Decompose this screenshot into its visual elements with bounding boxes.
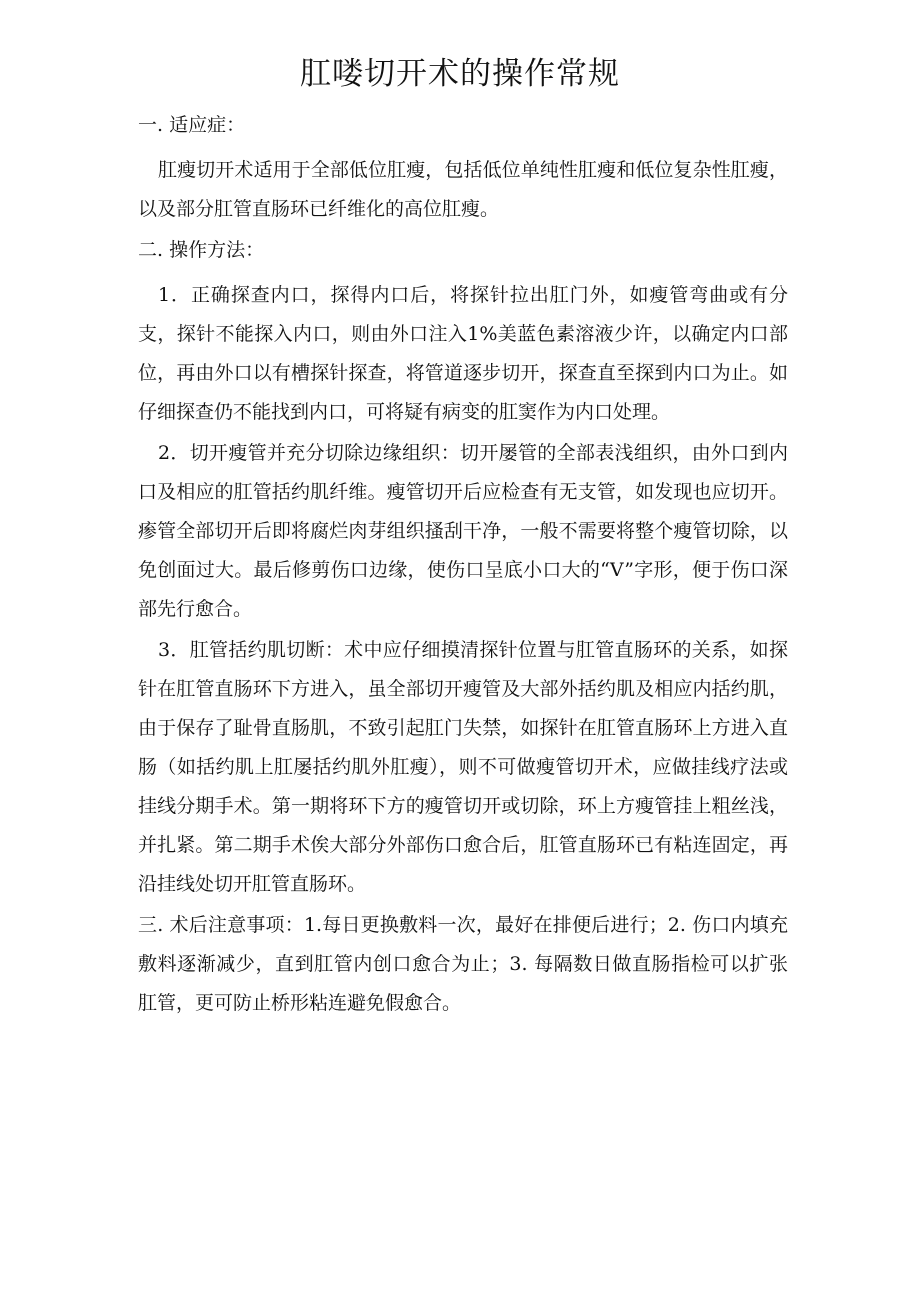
section-1-paragraph: 肛瘦切开术适用于全部低位肛瘦，包括低位单纯性肛瘦和低位复杂性肛瘦，以及部分肛管直肠环已纤维化的高位肛瘦。 bbox=[138, 159, 788, 220]
section-2-item-3: 3．肛管括约肌切断：术中应仔细摸清探针位置与肛管直肠环的关系，如探针在肛管直肠环下方进入，虽全部切开瘦管及大部外括约肌及相应内括约肌，由于保存了耻骨直肠肌，不致引起肛门失禁，如探针在肛管直肠环上方进入直肠（如括约肌上肛屡括约肌外肛瘦），则不可做瘦管切开术，应做挂线疗法或挂线分期手术。第一期将环下方的瘦管切开或切除，环上方瘦管挂上粗丝浅，并扎紧。第二期手术俟大部分外部伤口愈合后，肛管直肠环已有粘连固定，再沿挂线处切开肛管直肠环。 bbox=[138, 639, 788, 895]
section-2-item-2: 2．切开瘦管并充分切除边缘组织：切开屡管的全部表浅组织，由外口到内口及相应的肛管括约肌纤维。瘦管切开后应检查有无支管，如发现也应切开。瘆管全部切开后即将腐烂肉芽组织搔刮干净，一般不需要将整个瘦管切除，以免创面过大。最后修剪伤口边缘，使伤口呈底小口大的“V”字形，便于伤口深部先行愈合。 bbox=[138, 442, 788, 620]
section-3-paragraph: 三. 术后注意事项：1.每日更换敷料一次，最好在排便后进行；2. 伤口内填充敷料逐渐减少，直到肛管内创口愈合为止；3. 每隔数日做直肠指检可以扩张肛管，更可防止桥形粘连避免假愈合。 bbox=[138, 914, 788, 1014]
document-title: 肛喽切开术的操作常规 bbox=[300, 56, 620, 92]
section-2-heading: 二. 操作方法： bbox=[138, 239, 265, 261]
section-1-heading: 一. 适应症： bbox=[138, 114, 246, 136]
document-body bbox=[138, 106, 788, 1023]
section-2-item-1: 1．正确探查内口，探得内口后，将探针拉出肛门外，如瘦管弯曲或有分支，探针不能探入内口，则由外口注入1%美蓝色素溶液少许，以确定内口部位，再由外口以有槽探针探查，将管道逐步切开，探查直至探到内口为止。如仔细探查仍不能找到内口，可将疑有病变的肛窦作为内口处理。 bbox=[138, 284, 788, 423]
